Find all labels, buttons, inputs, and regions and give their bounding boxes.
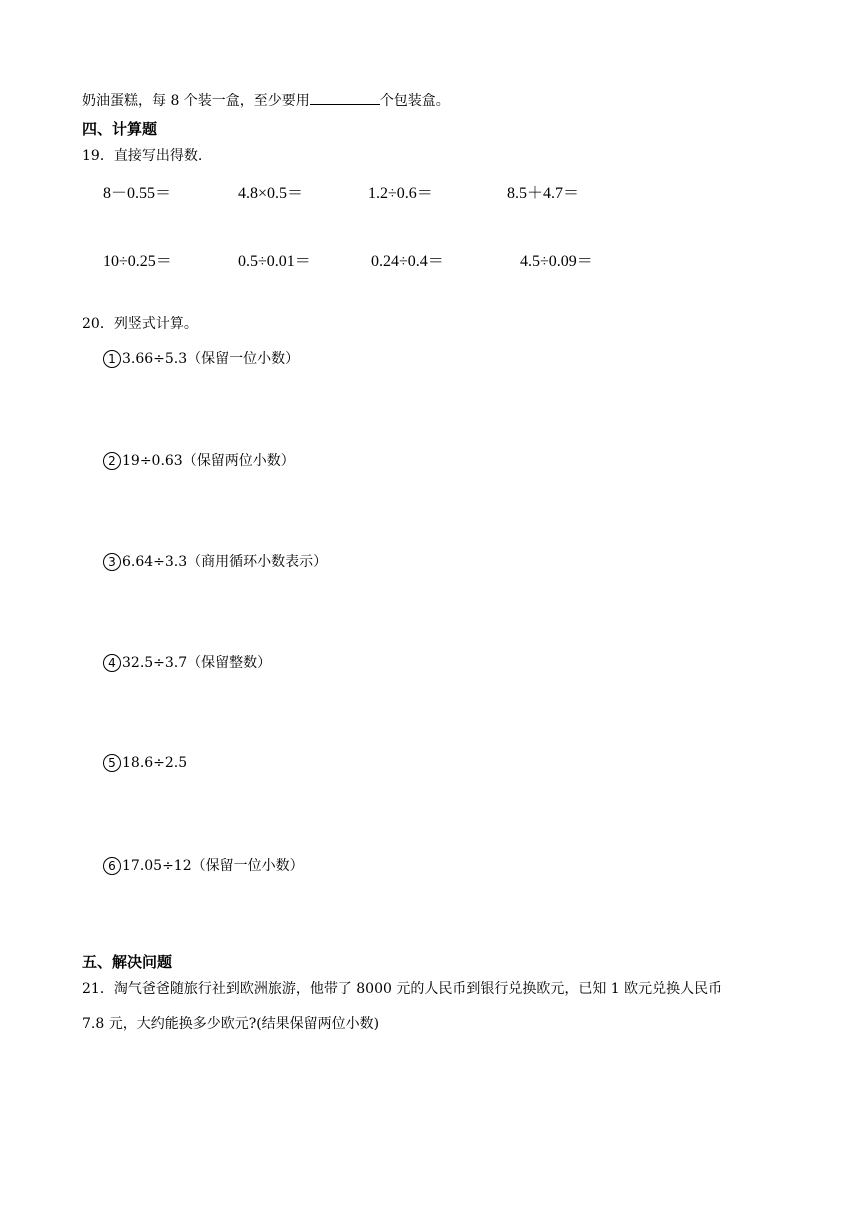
q20-item-text: 32.5÷3.7（保留整数）	[122, 655, 272, 671]
q20-item-6	[103, 855, 304, 875]
q19-expr-8: 4.5÷0.09＝	[520, 253, 593, 270]
q18-answer-blank[interactable]	[310, 90, 380, 105]
circled-number: 2	[103, 452, 121, 470]
circled-number: 5	[103, 754, 121, 772]
q20-item-4	[103, 652, 271, 672]
q20-item-text: 19÷0.63（保留两位小数）	[122, 453, 295, 469]
q19-expr-2: 4.8×0.5＝	[238, 185, 304, 202]
q19-expr-1: 8－0.55＝	[103, 185, 172, 202]
q21-line-1: 21．淘气爸爸随旅行社到欧洲旅游，他带了 8000 元的人民币到银行兑换欧元，已知 1 欧元兑换人民币	[82, 981, 723, 997]
q20-item-3	[103, 551, 327, 571]
q19-expr-6: 0.5÷0.01＝	[238, 253, 311, 270]
circled-number: 3	[103, 553, 121, 571]
q19-expr-3: 1.2÷0.6＝	[368, 185, 433, 202]
circled-number: 6	[103, 857, 121, 875]
q18-tail-line	[82, 90, 450, 111]
circled-number: 4	[103, 654, 121, 672]
q20-prompt: 20．列竖式计算。	[82, 316, 198, 332]
q18-tail-after: 个包装盒。	[379, 93, 450, 109]
q19-prompt: 19．直接写出得数.	[82, 148, 203, 164]
q19-expr-7: 0.24÷0.4＝	[371, 253, 444, 270]
q20-item-text: 3.66÷5.3（保留一位小数）	[122, 351, 300, 367]
section-5-heading: 五、解决问题	[82, 953, 173, 971]
section-4-heading: 四、计算题	[82, 120, 158, 138]
q20-item-5	[103, 754, 187, 772]
circled-number: 1	[103, 350, 121, 368]
q21-line-2: 7.8 元，大约能换多少欧元?(结果保留两位小数)	[82, 1016, 380, 1032]
q18-tail-before: 奶油蛋糕，每 8 个装一盒，至少要用	[82, 93, 310, 109]
q20-item-2	[103, 450, 295, 470]
q19-expr-4: 8.5＋4.7＝	[507, 185, 580, 202]
q19-expr-5: 10÷0.25＝	[103, 253, 172, 270]
q20-item-text: 6.64÷3.3（商用循环小数表示）	[122, 554, 328, 570]
q20-item-1	[103, 348, 299, 368]
q20-item-text: 17.05÷12（保留一位小数）	[122, 858, 304, 874]
q20-item-text: 18.6÷2.5	[122, 755, 188, 771]
